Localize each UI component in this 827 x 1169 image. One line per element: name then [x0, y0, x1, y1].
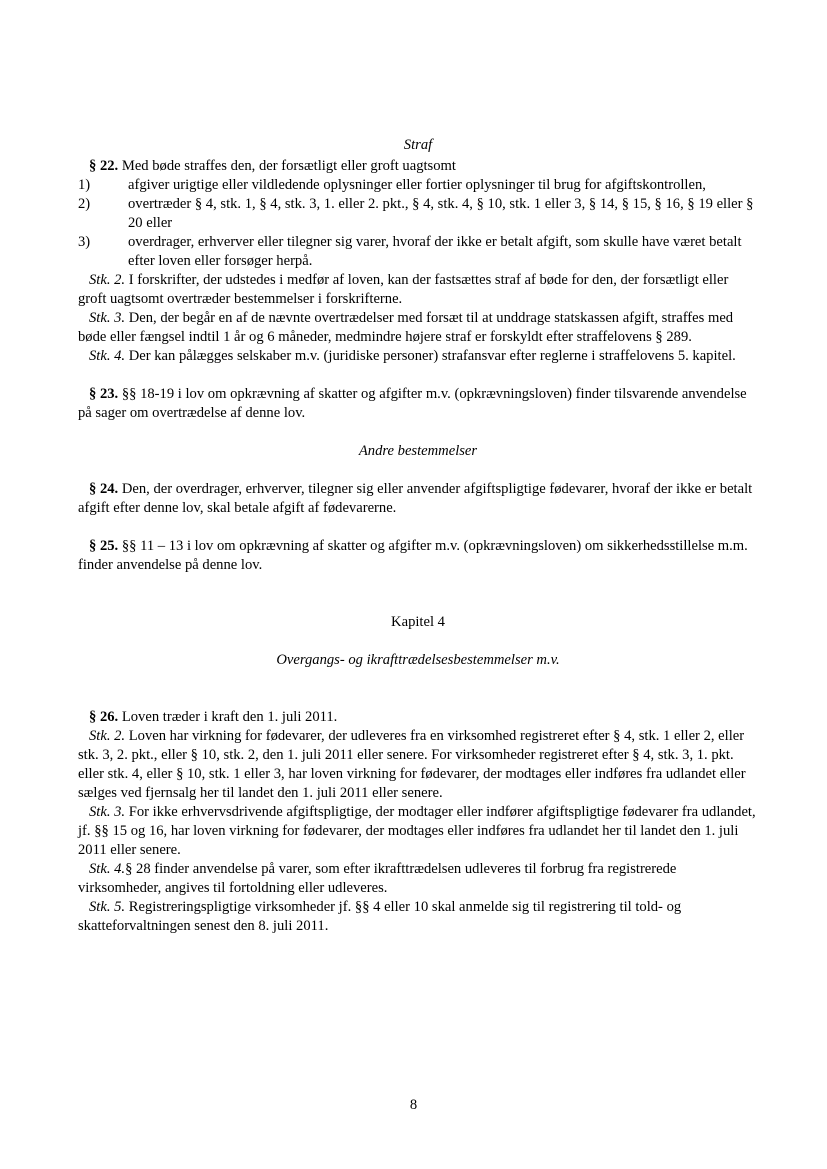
paragraph-26-stk-2: Stk. 2. Loven har virkning for fødevarer, der udleveres fra en virksomhed registreret efter § 4, stk. 1 eller 2, eller stk. 3, 2. pkt., eller § 10, stk. 2, den 1. juli 2011 eller senere. For virksomheder registreret efter § 4, stk. 3, 1. pkt. eller stk. 4, eller § 10, stk. 1 eller 3, har loven virkning for fødevarer, der modtages eller indføres fra udlandet eller sælges ved fjernsalg her til landet den 1. juli 2011 eller senere. [78, 728, 746, 801]
list-item [78, 195, 758, 233]
paragraph-22-number: § 22. [89, 158, 119, 174]
paragraph-24-number: § 24. [89, 481, 119, 497]
paragraph-22-stk-3: Stk. 3. Den, der begår en af de nævnte overtrædelser med forsæt til at unddrage statskassen afgift, straffes med bøde eller fængsel indtil 1 år og 6 måneder, medmindre højere straf er forskyldt efter straffelovens § 289. [78, 310, 734, 345]
paragraph-24: § 24. Den, der overdrager, erhverver, tilegner sig eller anvender afgiftspligtige fødevarer, hvoraf der ikke er betalt afgift efter denne lov, skal betale afgift af fødevarerne. [78, 481, 753, 516]
paragraph-22-stk-4: Stk. 4. Der kan pålægges selskaber m.v. (juridiske personer) strafansvar efter reglerne i straffelovens 5. kapitel. [89, 348, 736, 364]
paragraph-25: § 25. §§ 11 – 13 i lov om opkrævning af skatter og afgifter m.v. (opkrævningsloven) om sikkerhedsstillelse m.m. finder anvendelse på denne lov. [78, 538, 748, 573]
list-item-number: 1) [78, 177, 91, 193]
paragraph-26: § 26. Loven træder i kraft den 1. juli 2011. Stk. 2. Loven har virkning for fødevarer, der udleveres fra en virksomhed registreret efter § 4, stk. 1 eller 2, eller stk. 3, 2. pkt., eller § 10, stk. 2, den 1. juli 2011 eller senere. For virksomheder registreret efter § 4, stk. 3, 1. pkt. eller stk. 4, eller § 10, stk. 1 eller 3, har loven virkning for fødevarer, der modtages eller indføres fra udlandet eller sælges ved fjernsalg her til landet den 1. juli 2011 eller senere. Stk. 3. For ikke erhvervsdrivende afgiftspligtige, der modtager eller indfører afgiftspligtige fødevarer fra udlandet, jf. §§ 15 og 16, har loven virkning for fødevarer, der modtages eller indføres fra udlandet her til landet den 1. juli 2011 eller senere. Stk. 4.§ 28 finder anvendelse på varer, som efter ikrafttrædelsen udleveres til forbrug fra registrerede virksomheder, angives til fortoldning eller udleveres. Stk. 5. Registreringspligtige virksomheder jf. §§ 4 eller 10 skal anmelde sig til registrering til told- og skatteforvaltningen senest den 8. juli 2011. [78, 708, 758, 936]
list-item-number: 3) [78, 234, 91, 250]
page-number: 8 [409, 1097, 418, 1113]
list-item-text: overtræder § 4, stk. 1, § 4, stk. 3, 1. eller 2. pkt., § 4, stk. 4, § 10, stk. 1 eller 3, § 14, § 15, § 16, § 19 eller § 20 eller [128, 196, 754, 231]
paragraph-22 [78, 157, 758, 366]
document-page [78, 136, 758, 936]
paragraph-22-intro: Med bøde straffes den, der forsætligt eller groft uagtsomt [121, 158, 456, 174]
list-item [78, 233, 758, 271]
paragraph-26-number: § 26. [89, 709, 119, 725]
paragraph-26-stk-5: Stk. 5. Registreringspligtige virksomheder jf. §§ 4 eller 10 skal anmelde sig til registrering til told- og skatteforvaltningen senest den 8. juli 2011. [78, 899, 682, 934]
list-item [78, 176, 758, 195]
chapter-title: Kapitel 4 [391, 614, 445, 630]
paragraph-22-stk-2: Stk. 2. I forskrifter, der udstedes i medfør af loven, kan der fastsættes straf af bøde for den, der forsætligt eller groft uagtsomt overtræder bestemmelser i forskrifterne. [78, 272, 729, 307]
list-item-number: 2) [78, 196, 91, 212]
section-heading-overgang: Overgangs- og ikrafttrædelsesbestemmelser m.v. [276, 652, 560, 668]
section-heading-andre: Andre bestemmelser [358, 443, 478, 459]
list-item-text: overdrager, erhverver eller tilegner sig varer, hvoraf der ikke er betalt afgift, som skulle have været betalt efter loven eller forsøger herpå. [128, 234, 742, 269]
section-heading-straf: Straf [403, 137, 433, 153]
paragraph-26-stk-3: Stk. 3. For ikke erhvervsdrivende afgiftspligtige, der modtager eller indfører afgiftspligtige fødevarer fra udlandet, jf. §§ 15 og 16, har loven virkning for fødevarer, der modtages eller indføres fra udlandet her til landet den 1. juli 2011 eller senere. [78, 804, 756, 858]
list-item-text: afgiver urigtige eller vildledende oplysninger eller fortier oplysninger til brug for afgiftskontrollen, [128, 177, 706, 193]
paragraph-23-number: § 23. [89, 386, 119, 402]
paragraph-23: § 23. §§ 18-19 i lov om opkrævning af skatter og afgifter m.v. (opkrævningsloven) finder tilsvarende anvendelse på sager om overtrædelse af denne lov. [78, 386, 747, 421]
paragraph-25-number: § 25. [89, 538, 119, 554]
paragraph-26-stk-4: Stk. 4.§ 28 finder anvendelse på varer, som efter ikrafttrædelsen udleveres til forbrug fra registrerede virksomheder, angives til fortoldning eller udleveres. [78, 861, 677, 896]
